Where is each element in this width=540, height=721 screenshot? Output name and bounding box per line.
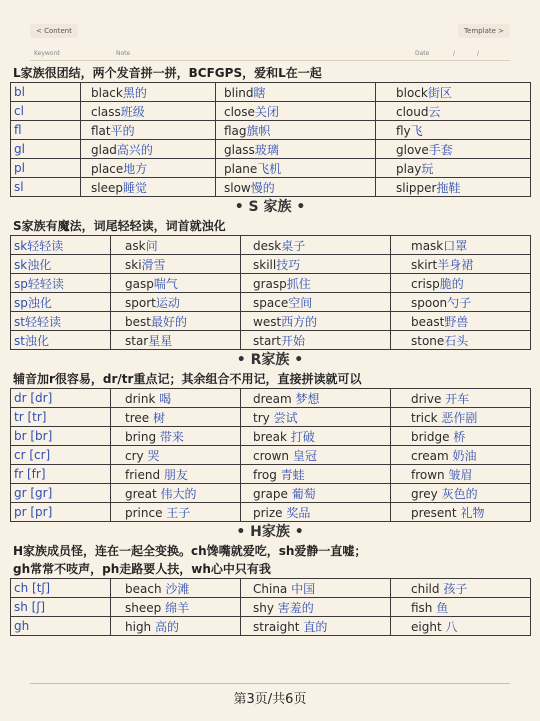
english-word: best xyxy=(125,314,151,329)
word-cell xyxy=(241,598,391,617)
table-row xyxy=(11,446,531,465)
word-cell xyxy=(241,503,391,522)
word-cell xyxy=(391,465,531,484)
note-label: Note xyxy=(116,50,131,57)
word-cell xyxy=(376,83,531,102)
english-word: star xyxy=(125,333,149,348)
chinese-meaning: 半身裙 xyxy=(437,257,474,272)
word-cell xyxy=(81,83,216,102)
chinese-meaning: 飞机 xyxy=(257,161,282,176)
chinese-meaning: 空间 xyxy=(288,295,313,310)
chinese-meaning: 皱眉 xyxy=(448,467,473,482)
english-word: beach xyxy=(125,581,166,596)
english-word: dream xyxy=(253,391,296,406)
chinese-meaning: 玩 xyxy=(421,161,434,176)
chinese-meaning: 高兴的 xyxy=(116,142,153,157)
english-word: place xyxy=(91,161,124,176)
english-word: fish xyxy=(411,600,437,615)
english-word: close xyxy=(224,104,255,119)
english-word: stone xyxy=(411,333,445,348)
word-cell xyxy=(241,427,391,446)
english-word: ask xyxy=(125,238,146,253)
english-word: present xyxy=(411,505,461,520)
english-word: class xyxy=(91,104,121,119)
chinese-meaning: 野兽 xyxy=(444,314,469,329)
english-word: grasp xyxy=(253,276,287,291)
english-word: high xyxy=(125,619,155,634)
english-word: prize xyxy=(253,505,287,520)
blend-key: tr [tr] xyxy=(11,408,111,427)
chinese-meaning: 喝 xyxy=(159,391,172,406)
blend-key: sk轻轻读 xyxy=(11,236,111,255)
blend-key: fr [fr] xyxy=(11,465,111,484)
chinese-meaning: 班级 xyxy=(120,104,145,119)
chinese-meaning: 拖鞋 xyxy=(436,180,461,195)
blend-key: cl xyxy=(11,102,81,121)
english-word: frown xyxy=(411,467,449,482)
english-word: black xyxy=(91,85,123,100)
chinese-meaning: 皇冠 xyxy=(292,448,317,463)
english-word: skill xyxy=(253,257,277,272)
english-word: grey xyxy=(411,486,442,501)
word-cell xyxy=(376,178,531,197)
table-row xyxy=(11,121,531,140)
word-cell xyxy=(111,465,241,484)
english-word: prince xyxy=(125,505,167,520)
chinese-meaning: 青蛙 xyxy=(280,467,305,482)
section-heading: • H家族 • xyxy=(236,524,304,540)
chinese-meaning: 打破 xyxy=(290,429,315,444)
word-cell xyxy=(391,446,531,465)
word-cell xyxy=(391,579,531,598)
word-cell xyxy=(111,389,241,408)
english-word: glass xyxy=(224,142,255,157)
english-word: drive xyxy=(411,391,446,406)
top-nav xyxy=(30,24,510,38)
word-cell xyxy=(376,159,531,178)
word-cell xyxy=(391,312,531,331)
blend-key: gr [gr] xyxy=(11,484,111,503)
word-cell xyxy=(376,121,531,140)
english-word: beast xyxy=(411,314,445,329)
chinese-meaning: 奶油 xyxy=(452,448,477,463)
chinese-meaning: 手套 xyxy=(428,142,453,157)
phonics-table xyxy=(10,82,531,197)
word-cell xyxy=(216,140,376,159)
table-row xyxy=(11,178,531,197)
table-row xyxy=(11,236,531,255)
word-cell xyxy=(241,579,391,598)
chinese-meaning: 开始 xyxy=(280,333,305,348)
table-row xyxy=(11,579,531,598)
table-row xyxy=(11,598,531,617)
chinese-meaning: 八 xyxy=(445,619,458,634)
english-word: gasp xyxy=(125,276,154,291)
word-cell xyxy=(391,389,531,408)
word-cell xyxy=(111,293,241,312)
word-cell xyxy=(241,389,391,408)
word-cell xyxy=(391,484,531,503)
word-cell xyxy=(241,465,391,484)
section-heading: • R家族 • xyxy=(236,352,304,368)
keyword-label: Keyword xyxy=(34,50,60,57)
english-word: slipper xyxy=(396,180,437,195)
word-cell xyxy=(111,274,241,293)
chinese-meaning: 哭 xyxy=(147,448,160,463)
word-cell xyxy=(216,102,376,121)
word-cell xyxy=(216,159,376,178)
word-cell xyxy=(216,121,376,140)
chinese-meaning: 街区 xyxy=(427,85,452,100)
english-word: eight xyxy=(411,619,446,634)
template-button[interactable]: Template > xyxy=(458,24,510,38)
english-word: sheep xyxy=(125,600,166,615)
table-row xyxy=(11,503,531,522)
word-cell xyxy=(391,274,531,293)
english-word: bring xyxy=(125,429,160,444)
blend-key: sp浊化 xyxy=(11,293,111,312)
english-word: glove xyxy=(396,142,429,157)
section-rule: L家族很团结，两个发音拼一拼，BCFGPS，爱和L在一起 xyxy=(13,66,322,80)
section-rule: 辅音加r很容易，dr/tr重点记；其余组合不用记，直接拼读就可以 xyxy=(13,372,362,386)
english-word: desk xyxy=(253,238,282,253)
word-cell xyxy=(241,617,391,636)
chinese-meaning: 开车 xyxy=(445,391,470,406)
chinese-meaning: 黑的 xyxy=(122,85,147,100)
phonics-table xyxy=(10,235,531,350)
chinese-meaning: 慢的 xyxy=(250,180,275,195)
word-cell xyxy=(81,140,216,159)
footer-divider xyxy=(30,683,510,684)
table-row xyxy=(11,293,531,312)
word-cell xyxy=(391,255,531,274)
note-header xyxy=(30,46,510,61)
word-cell xyxy=(391,293,531,312)
word-cell xyxy=(376,102,531,121)
chinese-meaning: 高的 xyxy=(154,619,179,634)
english-word: tree xyxy=(125,410,153,425)
english-word: spoon xyxy=(411,295,448,310)
chinese-meaning: 睡觉 xyxy=(122,180,147,195)
chinese-meaning: 尝试 xyxy=(273,410,298,425)
chinese-meaning: 王子 xyxy=(166,505,191,520)
chinese-meaning: 朋友 xyxy=(163,467,188,482)
word-cell xyxy=(391,598,531,617)
english-word: plane xyxy=(224,161,258,176)
blend-key: fl xyxy=(11,121,81,140)
english-word: drink xyxy=(125,391,160,406)
chinese-meaning: 脆的 xyxy=(439,276,464,291)
chinese-meaning: 旗帜 xyxy=(246,123,271,138)
word-cell xyxy=(81,102,216,121)
table-row xyxy=(11,331,531,350)
blend-key: cr [cr] xyxy=(11,446,111,465)
word-cell xyxy=(391,617,531,636)
word-cell xyxy=(241,484,391,503)
word-cell xyxy=(241,446,391,465)
blend-key: pl xyxy=(11,159,81,178)
chinese-meaning: 葡萄 xyxy=(291,486,316,501)
date-sep-2: / xyxy=(477,50,480,57)
table-row xyxy=(11,274,531,293)
word-cell xyxy=(241,312,391,331)
blend-key: gl xyxy=(11,140,81,159)
english-word: cloud xyxy=(396,104,429,119)
english-word: child xyxy=(411,581,444,596)
word-cell xyxy=(241,255,391,274)
chinese-meaning: 孩子 xyxy=(443,581,468,596)
chinese-meaning: 口罩 xyxy=(443,238,468,253)
english-word: mask xyxy=(411,238,444,253)
word-cell xyxy=(111,312,241,331)
table-row xyxy=(11,83,531,102)
word-cell xyxy=(111,503,241,522)
english-word: grape xyxy=(253,486,292,501)
chinese-meaning: 问 xyxy=(145,238,158,253)
english-word: west xyxy=(253,314,282,329)
english-word: friend xyxy=(125,467,164,482)
english-word: great xyxy=(125,486,161,501)
word-cell xyxy=(216,178,376,197)
english-word: flag xyxy=(224,123,247,138)
english-word: bridge xyxy=(411,429,454,444)
blend-key: sl xyxy=(11,178,81,197)
chinese-meaning: 梦想 xyxy=(295,391,320,406)
chinese-meaning: 伟大的 xyxy=(160,486,197,501)
english-word: trick xyxy=(411,410,442,425)
chinese-meaning: 地方 xyxy=(123,161,148,176)
table-row xyxy=(11,389,531,408)
english-word: start xyxy=(253,333,281,348)
date-label: Date xyxy=(415,50,430,57)
word-cell xyxy=(111,579,241,598)
word-cell xyxy=(81,178,216,197)
page-number: 第3页/共6页 xyxy=(233,692,307,707)
chinese-meaning: 瞎 xyxy=(253,85,266,100)
word-cell xyxy=(216,83,376,102)
blend-key: st轻轻读 xyxy=(11,312,111,331)
blend-key: ch [tʃ] xyxy=(11,579,111,598)
word-cell xyxy=(241,274,391,293)
table-row xyxy=(11,102,531,121)
english-word: ski xyxy=(125,257,142,272)
chinese-meaning: 鱼 xyxy=(436,600,449,615)
table-row xyxy=(11,484,531,503)
blend-key: sk浊化 xyxy=(11,255,111,274)
chinese-meaning: 桥 xyxy=(453,429,466,444)
english-word: straight xyxy=(253,619,304,634)
english-word: glad xyxy=(91,142,117,157)
chinese-meaning: 害羞的 xyxy=(277,600,314,615)
back-to-content-button[interactable]: < Content xyxy=(30,24,78,38)
english-word: cry xyxy=(125,448,148,463)
english-word: crown xyxy=(253,448,293,463)
blend-key: pr [pr] xyxy=(11,503,111,522)
chinese-meaning: 平的 xyxy=(110,123,135,138)
word-cell xyxy=(391,331,531,350)
word-cell xyxy=(111,446,241,465)
chinese-meaning: 奖品 xyxy=(286,505,311,520)
chinese-meaning: 石头 xyxy=(444,333,469,348)
chinese-meaning: 技巧 xyxy=(276,257,301,272)
chinese-meaning: 运动 xyxy=(155,295,180,310)
section-rule: H家族成员怪，连在一起全变换。ch馋嘴就爱吃，sh爱静一直嘘； xyxy=(13,544,367,558)
word-cell xyxy=(391,408,531,427)
chinese-meaning: 绵羊 xyxy=(165,600,190,615)
chinese-meaning: 勺子 xyxy=(447,295,472,310)
chinese-meaning: 直的 xyxy=(303,619,328,634)
english-word: break xyxy=(253,429,291,444)
word-cell xyxy=(241,331,391,350)
date-sep-1: / xyxy=(453,50,456,57)
word-cell xyxy=(241,408,391,427)
english-word: crisp xyxy=(411,276,440,291)
english-word: play xyxy=(396,161,422,176)
chinese-meaning: 星星 xyxy=(148,333,173,348)
blend-key: gh xyxy=(11,617,111,636)
chinese-meaning: 带来 xyxy=(159,429,184,444)
chinese-meaning: 最好的 xyxy=(150,314,187,329)
table-row xyxy=(11,465,531,484)
chinese-meaning: 滑雪 xyxy=(141,257,166,272)
chinese-meaning: 树 xyxy=(152,410,165,425)
chinese-meaning: 恶作剧 xyxy=(441,410,478,425)
blend-key: sh [ʃ] xyxy=(11,598,111,617)
english-word: fly xyxy=(396,123,411,138)
chinese-meaning: 沙滩 xyxy=(165,581,190,596)
section-heading: • S 家族 • xyxy=(234,199,306,215)
word-cell xyxy=(111,617,241,636)
word-cell xyxy=(111,408,241,427)
english-word: skirt xyxy=(411,257,438,272)
chinese-meaning: 中国 xyxy=(291,581,316,596)
english-word: shy xyxy=(253,600,278,615)
chinese-meaning: 桌子 xyxy=(281,238,306,253)
blend-key: dr [dr] xyxy=(11,389,111,408)
table-row xyxy=(11,255,531,274)
table-row xyxy=(11,140,531,159)
word-cell xyxy=(391,503,531,522)
chinese-meaning: 喘气 xyxy=(153,276,178,291)
blend-key: st浊化 xyxy=(11,331,111,350)
english-word: sport xyxy=(125,295,156,310)
table-row xyxy=(11,427,531,446)
word-cell xyxy=(111,236,241,255)
word-cell xyxy=(111,598,241,617)
word-cell xyxy=(241,236,391,255)
chinese-meaning: 飞 xyxy=(410,123,423,138)
word-cell xyxy=(111,484,241,503)
table-row xyxy=(11,408,531,427)
word-cell xyxy=(81,159,216,178)
word-cell xyxy=(111,255,241,274)
english-word: flat xyxy=(91,123,111,138)
blend-key: bl xyxy=(11,83,81,102)
english-word: block xyxy=(396,85,428,100)
word-cell xyxy=(241,293,391,312)
chinese-meaning: 西方的 xyxy=(281,314,318,329)
english-word: slow xyxy=(224,180,251,195)
english-word: space xyxy=(253,295,289,310)
blend-key: sp轻轻读 xyxy=(11,274,111,293)
english-word: frog xyxy=(253,467,281,482)
document-body xyxy=(10,64,530,636)
english-word: try xyxy=(253,410,274,425)
section-rule: S家族有魔法，词尾轻轻读，词首就浊化 xyxy=(13,219,226,233)
chinese-meaning: 礼物 xyxy=(460,505,485,520)
word-cell xyxy=(376,140,531,159)
word-cell xyxy=(111,427,241,446)
word-cell xyxy=(81,121,216,140)
word-cell xyxy=(111,331,241,350)
chinese-meaning: 关闭 xyxy=(254,104,279,119)
english-word: China xyxy=(253,581,292,596)
phonics-table xyxy=(10,388,531,522)
english-word: sleep xyxy=(91,180,123,195)
chinese-meaning: 云 xyxy=(428,104,441,119)
word-cell xyxy=(391,236,531,255)
blend-key: br [br] xyxy=(11,427,111,446)
phonics-table xyxy=(10,578,531,636)
table-row xyxy=(11,617,531,636)
chinese-meaning: 玻璃 xyxy=(254,142,279,157)
section-rule-line2: gh常常不吱声，ph走路要人扶，wh心中只有我 xyxy=(13,562,271,576)
table-row xyxy=(11,159,531,178)
word-cell xyxy=(391,427,531,446)
table-row xyxy=(11,312,531,331)
english-word: blind xyxy=(224,85,254,100)
english-word: cream xyxy=(411,448,453,463)
chinese-meaning: 灰色的 xyxy=(441,486,478,501)
chinese-meaning: 抓住 xyxy=(286,276,311,291)
